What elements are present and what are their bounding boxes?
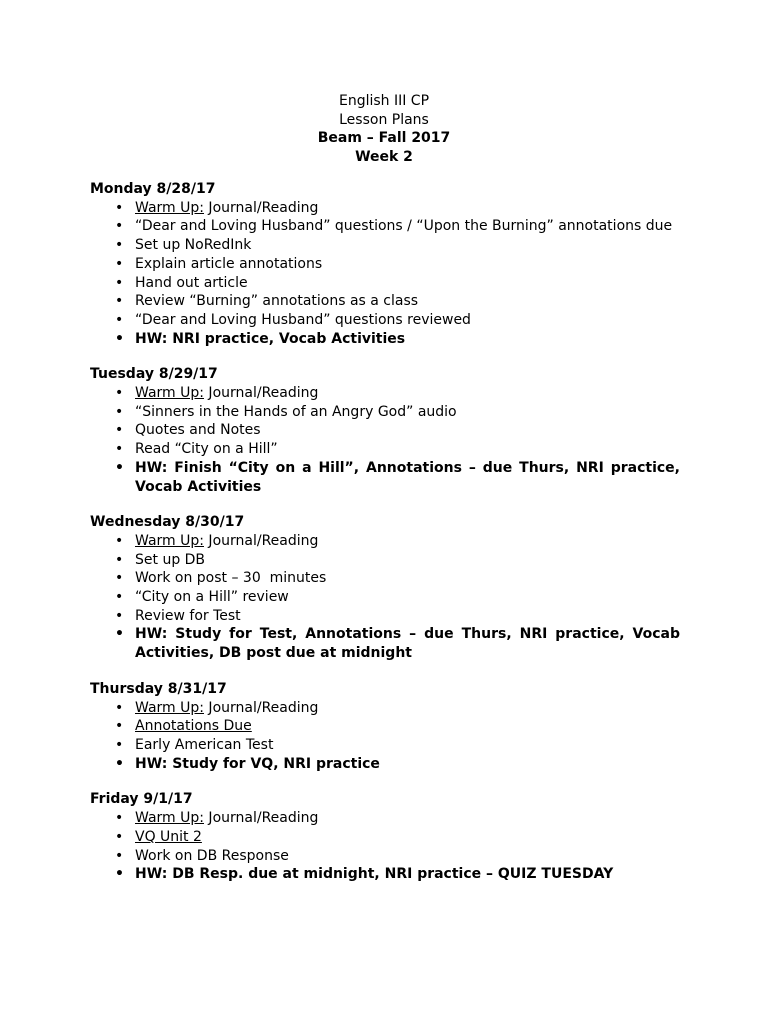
bullet-icon: • [115, 736, 124, 753]
bullet-icon: • [115, 718, 124, 735]
day-title: Wednesday 8/30/17 [90, 514, 245, 531]
lesson-plan-body [90, 180, 680, 901]
day-items [90, 699, 680, 774]
course-title: English III CP [338, 93, 430, 109]
bullet-icon: • [115, 699, 124, 716]
list-item: • Work on DB Response [115, 847, 289, 864]
homework-item: • HW: DB Resp. due at midnight, NRI practice – QUIZ TUESDAY [115, 866, 614, 883]
homework-item: • HW: Finish “City on a Hill”, Annotations – due Thurs, NRI practice, Vocab Activities [115, 459, 680, 495]
warmup-text: Journal/Reading [203, 699, 319, 716]
bullet-icon: • [115, 293, 124, 310]
day-wednesday [90, 513, 680, 663]
warmup-item [90, 699, 680, 718]
list-item: • “City on a Hill” review [115, 589, 289, 606]
warmup-label: Warm Up: [135, 810, 204, 827]
warmup-text: Journal/Reading [203, 810, 319, 827]
day-friday [90, 790, 680, 884]
list-item: • Read “City on a Hill” [115, 441, 278, 458]
list-item: • VQ Unit 2 [115, 828, 202, 845]
list-item: • “Dear and Loving Husband” questions reviewed [115, 311, 471, 328]
day-items [90, 384, 680, 496]
homework-item: • HW: NRI practice, Vocab Activities [115, 330, 406, 347]
bullet-icon: • [115, 459, 124, 476]
list-item: • Work on post – 30 minutes [115, 570, 327, 587]
day-tuesday [90, 365, 680, 496]
warmup-item [90, 199, 680, 218]
bullet-icon: • [115, 385, 124, 402]
document-type: Lesson Plans [339, 111, 429, 128]
bullet-icon: • [115, 847, 124, 864]
list-item: • Review for Test [115, 607, 241, 624]
list-item: • Annotations Due [115, 718, 252, 735]
day-title: Tuesday 8/29/17 [90, 366, 218, 383]
bullet-icon: • [115, 626, 124, 643]
day-items [90, 532, 680, 663]
day-items [90, 809, 680, 884]
warmup-item [90, 809, 680, 828]
list-item: • Review “Burning” annotations as a class [115, 293, 419, 310]
bullet-icon: • [115, 589, 124, 606]
warmup-text: Journal/Reading [203, 385, 319, 402]
day-thursday [90, 680, 680, 774]
warmup-label: Warm Up: [135, 699, 204, 716]
bullet-icon: • [115, 441, 124, 458]
bullet-icon: • [115, 199, 124, 216]
bullet-icon: • [115, 551, 124, 568]
list-item: • Quotes and Notes [115, 422, 261, 439]
warmup-label: Warm Up: [135, 532, 204, 549]
day-title: Friday 9/1/17 [90, 791, 193, 808]
term-title: Beam – Fall 2017 [317, 130, 451, 146]
bullet-icon: • [115, 255, 124, 272]
warmup-label: Warm Up: [135, 385, 204, 402]
day-items [90, 199, 680, 349]
bullet-icon: • [115, 810, 124, 827]
bullet-icon: • [115, 828, 124, 845]
day-title: Monday 8/28/17 [90, 181, 216, 197]
day-title: Thursday 8/31/17 [90, 680, 227, 697]
bullet-icon: • [115, 570, 124, 587]
warmup-label: Warm Up: [135, 199, 204, 216]
list-item: • Hand out article [115, 274, 248, 291]
day-monday [90, 180, 680, 348]
bullet-icon: • [115, 422, 124, 439]
homework-item: • HW: Study for Test, Annotations – due Thurs, NRI practice, Vocab Activities, DB post due at midnight [115, 626, 680, 662]
list-item: • Early American Test [115, 736, 274, 753]
bullet-icon: • [115, 330, 124, 347]
homework-item: • HW: Study for VQ, NRI practice [115, 755, 380, 772]
bullet-icon: • [115, 403, 124, 420]
list-item: • “Dear and Loving Husband” questions / “Upon the Burning” annotations due [115, 218, 673, 235]
document-header [0, 92, 768, 166]
list-item: • “Sinners in the Hands of an Angry God” audio [115, 403, 457, 420]
warmup-text: Journal/Reading [203, 199, 319, 216]
warmup-text: Journal/Reading [203, 532, 319, 549]
list-item: • Set up NoRedInk [115, 237, 252, 254]
list-item: • Set up DB [115, 551, 206, 568]
bullet-icon: • [115, 607, 124, 624]
warmup-item [90, 532, 680, 551]
bullet-icon: • [115, 532, 124, 549]
bullet-icon: • [115, 237, 124, 254]
bullet-icon: • [115, 866, 124, 883]
bullet-icon: • [115, 274, 124, 291]
list-item: • Explain article annotations [115, 255, 323, 272]
bullet-icon: • [115, 218, 124, 235]
warmup-item [90, 384, 680, 403]
bullet-icon: • [115, 311, 124, 328]
week-title: Week 2 [355, 148, 413, 165]
bullet-icon: • [115, 755, 124, 772]
